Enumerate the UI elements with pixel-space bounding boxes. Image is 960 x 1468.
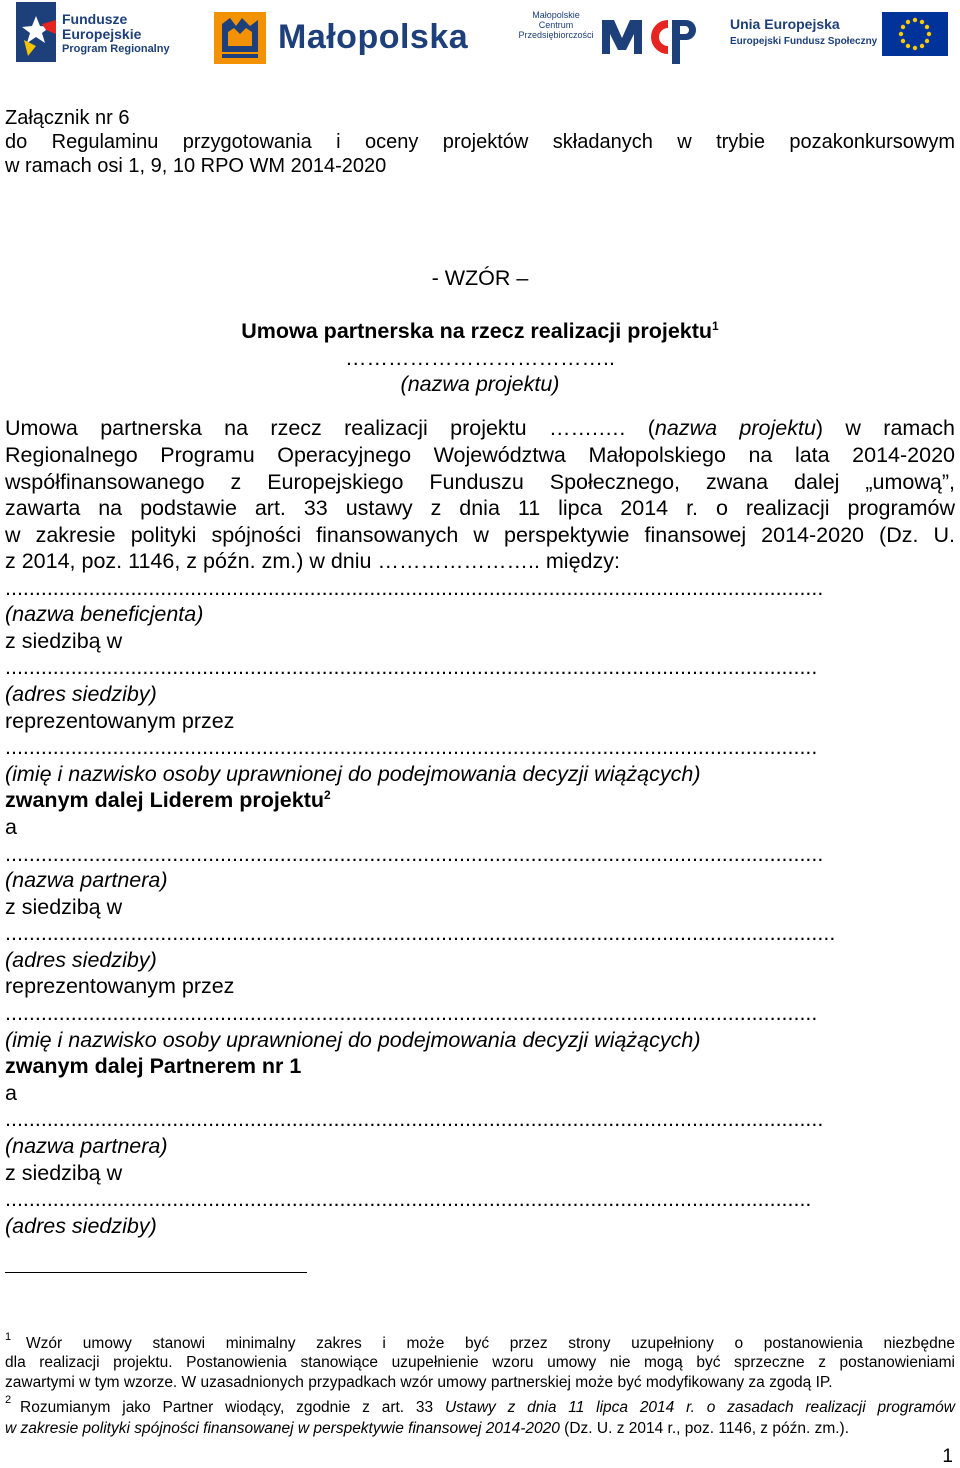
beneficiary-name-dots: ......................................................................................................................................... (5, 576, 824, 600)
logo-bar (0, 0, 960, 75)
malopolska-text: Małopolska (278, 18, 469, 56)
partner1-address-label: (adres siedziby) (5, 948, 157, 972)
fe-logo-text (62, 12, 170, 57)
footnote-2-number: 2 (5, 1394, 12, 1406)
project-name-dots: ……………………………….. (345, 346, 615, 370)
footnote-2-line-2a: w zakresie polityki spójności finansowanej w perspektywie finansowej 2014-2020 (5, 1420, 560, 1437)
malopolska-logo (214, 12, 469, 64)
footnote-2-line-2b: (Dz. U. z 2014 r., poz. 1146, z późn. zm.). (559, 1420, 850, 1437)
annex-number: Załącznik nr 6 (5, 107, 130, 129)
beneficiary-address-label: (adres siedziby) (5, 682, 157, 706)
partner1-label: zwanym dalej Partnerem nr 1 (5, 1054, 302, 1078)
footnote-2-line-1 (20, 1400, 955, 1416)
mcp-logo (512, 6, 696, 70)
fe-line1: Fundusze (62, 11, 128, 27)
intro-line-2: Regionalnego Programu Operacyjnego Województwa Małopolskiego na lata 2014-2020 (5, 443, 955, 467)
footnote-2-line-2 (5, 1421, 849, 1437)
partner1-name-label: (nazwa partnera) (5, 868, 168, 892)
footnote-1-line-2: dla realizacji projektu. Postanowienia stanowiące uzupełnienie wzoru umowy nie mogą być sprzeczne z postanowieniami (5, 1354, 955, 1371)
footnote-separator (5, 1272, 307, 1273)
intro-line-6: z 2014, poz. 1146, z późn. zm.) w dniu ………………….. między: (5, 549, 620, 573)
partner1-name-dots: ......................................................................................................................................... (5, 842, 824, 866)
intro-line-5: w zakresie polityki spójności finansowanych w perspektywie finansowej 2014-2020 (Dz. U. (5, 523, 955, 547)
footnote-1-line-1: Wzór umowy stanowi minimalny zakres i może być przez strony uzupełniony o postanowienia niezbędne (26, 1335, 955, 1352)
partner2-address-dots: ....................................................................................................................................... (5, 1187, 812, 1211)
mcp-line2: Centrum (538, 20, 574, 30)
mcp-mark-icon (598, 6, 696, 70)
and-label-2: a (5, 1081, 17, 1105)
document-title (0, 318, 960, 343)
fe-star-icon (16, 2, 60, 62)
intro-line-3: współfinansowanego z Europejskiego Funduszu Społecznego, zwana dalej „umową”, (5, 470, 955, 494)
and-label-1: a (5, 815, 17, 839)
intro-line-1b: nazwa projektu (654, 416, 816, 440)
ue-text (730, 16, 877, 50)
project-name-label: (nazwa projektu) (400, 372, 560, 396)
beneficiary-address-dots: ........................................................................................................................................ (5, 655, 818, 679)
partner2-name-label: (nazwa partnera) (5, 1134, 168, 1158)
mcp-line3: Przedsiębiorczości (518, 30, 594, 40)
leader-label (5, 787, 331, 812)
footnote-ref-1: 1 (712, 318, 719, 333)
partner1-person-label: (imię i nazwisko osoby uprawnionej do podejmowania decyzji wiążących) (5, 1028, 701, 1052)
partner1-seat-label: z siedzibą w (5, 895, 123, 919)
mcp-text (512, 10, 600, 40)
unia-europejska-logo (730, 12, 950, 56)
partner1-person-dots: ........................................................................................................................................ (5, 1001, 818, 1025)
footnote-1-number: 1 (5, 1331, 12, 1343)
beneficiary-name-label: (nazwa beneficjenta) (5, 602, 204, 626)
intro-line-1a: Umowa partnerska na rzecz realizacji projektu …….…. ( (5, 416, 655, 440)
partner1-address-dots: ........................................................................................................................................... (5, 921, 836, 945)
malopolska-crest-icon (214, 12, 266, 64)
footnote-ref-2: 2 (324, 787, 331, 802)
partner2-address-label: (adres siedziby) (5, 1214, 157, 1238)
ue-line1: Unia Europejska (730, 16, 840, 32)
footnote-2-line-1b: Ustawy z dnia 11 lipca 2014 r. o zasadach realizacji programów (444, 1399, 956, 1416)
beneficiary-represented-label: reprezentowanym przez (5, 709, 235, 733)
fundusze-europejskie-logo (12, 2, 172, 64)
beneficiary-seat-label: z siedzibą w (5, 629, 123, 653)
intro-line-4: zawarta na podstawie art. 33 ustawy z dnia 11 lipca 2014 r. o realizacji programów (5, 496, 955, 520)
partner2-seat-label: z siedzibą w (5, 1161, 123, 1185)
partner2-name-dots: ......................................................................................................................................... (5, 1107, 824, 1131)
fe-line2: Europejskie (62, 26, 142, 42)
ue-line2: Europejski Fundusz Społeczny (730, 36, 878, 47)
page-number: 1 (942, 1446, 953, 1467)
footnote-1-line-3: zawartymi w tym wzorze. W uzasadnionych przypadkach wzór umowy partnerskiej może być modyfikowany za zgodą IP. (5, 1374, 833, 1391)
intro-line-1 (5, 418, 955, 440)
beneficiary-person-dots: ........................................................................................................................................ (5, 735, 818, 759)
fe-line3: Program Regionalny (62, 43, 170, 55)
annex-regulation-line: do Regulaminu przygotowania i oceny projektów składanych w trybie pozakonkursowym (5, 131, 955, 153)
intro-line-1c: ) w ramach (815, 416, 955, 440)
annex-axis-line: w ramach osi 1, 9, 10 RPO WM 2014-2020 (5, 155, 387, 177)
eu-flag-icon (882, 12, 948, 56)
template-label: - WZÓR – (431, 266, 529, 290)
document-title-text: Umowa partnerska na rzecz realizacji projektu (241, 319, 713, 343)
partner1-represented-label: reprezentowanym przez (5, 974, 235, 998)
mcp-line1: Małopolskie (532, 10, 580, 20)
footnote-2-line-1a: Rozumianym jako Partner wiodący, zgodnie z art. 33 (20, 1399, 445, 1416)
leader-text: zwanym dalej Liderem projektu (5, 788, 325, 812)
beneficiary-person-label: (imię i nazwisko osoby uprawnionej do podejmowania decyzji wiążących) (5, 762, 701, 786)
